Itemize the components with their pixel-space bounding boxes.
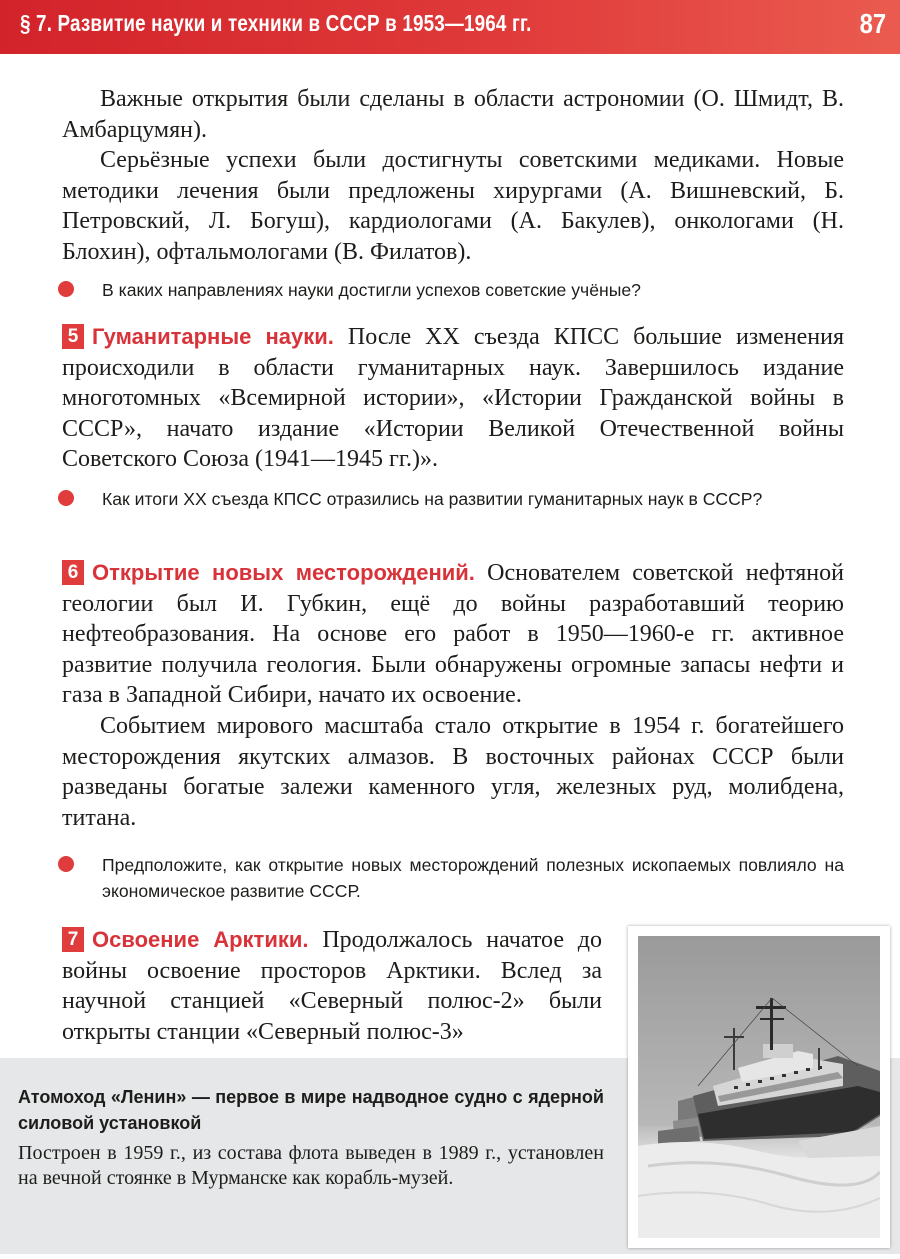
intro-paragraph-astronomy: Важные открытия были сделаны в области астрономии (О. Шмидт, В. Амбарцумян).: [62, 86, 844, 143]
caption-title: Атомоход «Ленин» — первое в мире надводное судно с ядерной силовой установкой: [18, 1087, 604, 1133]
section-5-title: Гуманитарные науки.: [92, 324, 334, 349]
section-7-text: Продолжалось начатое до войны освоение просторов Арктики. Вслед за научной станцией «Северный полюс-2» были открыты станции «Северный полюс-3»: [62, 927, 603, 1045]
page-number: 87: [859, 8, 886, 39]
question-3-text: Предположите, как открытие новых месторождений полезных ископаемых повлияло на экономическое развитие СССР.: [102, 855, 844, 901]
section-6-paragraph-2: Событием мирового масштаба стало открытие в 1954 г. богатейшего месторождения якутских алмазов. В восточных районах СССР были разведаны богатые залежи каменного угля, железных руд, молибдена, титана.: [62, 712, 844, 831]
question-3: [62, 852, 844, 904]
section-5: [62, 322, 844, 475]
section-5-text: После XX съезда КПСС большие изменения происходили в области гуманитарных наук. Завершилось издание многотомных «Всемирной истории», «Истории Гражданской войны в СССР», начато издание «Истории Великой Отечественной войны Советского Союза (1941—1945 гг.)».: [62, 324, 844, 473]
question-bullet-icon: [58, 281, 74, 297]
section-6-title: Открытие новых месторождений.: [92, 560, 475, 585]
question-bullet-icon: [58, 490, 74, 506]
question-2-text: Как итоги XX съезда КПСС отразились на развитии гуманитарных наук в СССР?: [102, 489, 763, 509]
section-5-number: 5: [62, 324, 84, 349]
section-7-number: 7: [62, 927, 84, 952]
question-1: [62, 277, 852, 303]
section-6-paragraph: [62, 558, 844, 711]
question-2: [62, 486, 844, 512]
page-header: [0, 0, 900, 54]
question-bullet-icon: [58, 856, 74, 872]
caption-text: Построен в 1959 г., из состава флота выведен в 1989 г., установлен на вечной стоянке в Мурманске как корабль-музей.: [18, 1142, 604, 1189]
section-7-title: Освоение Арктики.: [92, 927, 309, 952]
section-7: [62, 925, 602, 1047]
intro-paragraph-medicine: Серьёзные успехи были достигнуты советскими медиками. Новые методики лечения были предложены хирургами (А. Вишневский, Б. Петровский, Л. Богуш), кардиологами (А. Бакулев), онкологами (Н. Блохин), офтальмологами (В. Филатов).: [62, 147, 844, 265]
icebreaker-photo: [628, 926, 890, 1248]
section-6: [62, 558, 844, 833]
section-6-text: Основателем советской нефтяной геологии был И. Губкин, ещё до войны разработавший теорию нефтеобразования. На основе его работ в 1950—1960-е гг. активное развитие получила геология. Были обнаружены огромные запасы нефти и газа в Западной Сибири, начато их освоение.: [62, 560, 844, 709]
question-1-text: В каких направлениях науки достигли успехов советские учёные?: [102, 280, 641, 300]
chapter-title: § 7. Развитие науки и техники в СССР в 1953—1964 гг.: [20, 10, 532, 36]
section-7-paragraph: [62, 925, 602, 1047]
section-5-paragraph: [62, 322, 844, 475]
intro-text: [62, 84, 844, 268]
section-6-number: 6: [62, 560, 84, 585]
icebreaker-image: [638, 936, 880, 1238]
